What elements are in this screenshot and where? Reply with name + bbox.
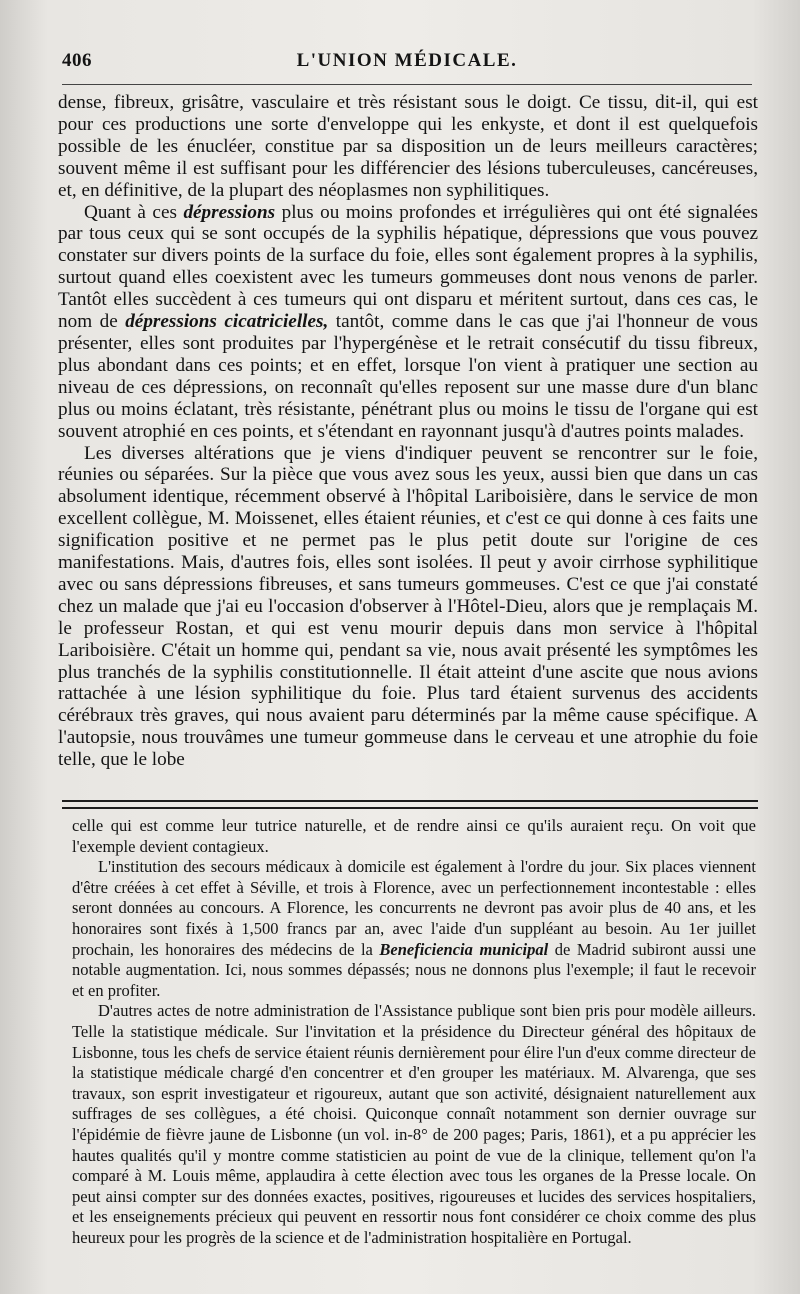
emphasis-beneficiencia: Beneficiencia municipal — [379, 939, 549, 959]
section-double-rule — [62, 800, 758, 809]
running-head — [62, 44, 752, 78]
note-paragraph-1: celle qui est comme leur tutrice naturelle, et de rendre ainsi ce qu'ils auraient reçu. On voit que l'exemple devient contagieux. — [72, 816, 756, 856]
paragraph-2-text-a: Quant à ces — [84, 201, 184, 223]
paragraph-2-text-b: plus ou moins profondes et irrégulières qui ont été signalées par tous ceux qui se sont occupés de la syphilis hépatique, dépressions que vous pouvez constater sur divers points de la surface du foie, elles sont également propres à la syphilis, surtout quand elles coexistent avec les tumeurs gommeuses dont nous venons de parler. Tantôt elles succèdent à ces tumeurs qui ont disparu et méritent surtout, dans ces cas, le nom de — [58, 201, 758, 333]
header-rule — [62, 84, 752, 85]
feuilleton-text — [72, 816, 756, 1248]
emphasis-depressions-cicatricielles: dépressions cicatricielles, — [125, 311, 329, 333]
paragraph-1: dense, fibreux, grisâtre, vasculaire et très résistant sous le doigt. Ce tissu, dit-il, qui est pour ces productions une sorte d'enveloppe qui les enkyste, et dont il est quelquefois possible de les énucléer, constitue par sa disposition un de leurs meilleurs caractères; souvent même il est suffisant pour les différencier des lésions tuberculeuses, cancéreuses, et, en définitive, de la plupart des néoplasmes non syphilitiques. — [58, 92, 758, 201]
paragraph-3: Les diverses altérations que je viens d'indiquer peuvent se rencontrer sur le foie, réunies ou séparées. Sur la pièce que vous avez sous les yeux, aussi bien que dans un cas absolument identique, récemment observé à l'hôpital Lariboisière, dans le service de mon excellent collègue, M. Moissenet, elles étaient réunies, et c'est ce qui donne à ces faits une signification positive et ne permet pas le plus petit doute sur l'origine de ces manifestations. Mais, d'autres fois, elles sont isolées. Il peut y avoir cirrhose syphilitique avec ou sans dépressions fibreuses, et sans tumeurs gommeuses. C'est ce que j'ai constaté chez un malade que j'ai eu l'occasion d'observer à l'Hôtel-Dieu, alors que je remplaçais M. le professeur Rostan, et qui est venu mourir depuis dans mon service à l'hôpital Lariboisière. C'était un homme qui, pendant sa vie, nous avait présenté les symptômes les plus tranchés de la syphilis constitutionnelle. Il était atteint d'une ascite que nous avions rattachée à une lésion syphilitique du foie. Plus tard étaient survenus des accidents cérébraux très graves, qui nous avaient paru déterminés par la même cause spécifique. A l'autopsie, nous trouvâmes une tumeur gommeuse dans le cerveau et une atrophie du foie telle, que le lobe — [58, 442, 758, 771]
note-paragraph-2 — [72, 857, 756, 1001]
emphasis-depressions: dépressions — [183, 201, 276, 223]
note-paragraph-2-text-b: de Madrid subiront aussi une notable augmentation. Ici, nous sommes dépassés; nous ne donnons plus l'exemple; il faut le recevoir et en profiter. — [72, 939, 756, 1000]
main-text — [58, 92, 758, 771]
note-paragraph-2-text-a: L'institution des secours médicaux à domicile est également à l'ordre du jour. Six places viennent d'être créées à cet effet à Séville, et trois à Florence, avec un perfectionnement incontestable : elles seront données au concours. A Florence, les concurrents ne devront pas avoir plus de 40 ans, et les honoraires sont fixés à 1,500 francs par an, avec l'aide d'un suppléant au besoin. Au 1er juillet prochain, les honoraires des médecins de la — [72, 857, 756, 959]
journal-title: L'UNION MÉDICALE. — [296, 50, 518, 71]
note-paragraph-3: D'autres actes de notre administration de l'Assistance publique sont bien pris pour modèle ailleurs. Telle la statistique médicale. Sur l'invitation et la présidence du Directeur général des hôpitaux de Lisbonne, tous les chefs de service étaient réunis dernièrement pour élire l'un d'eux comme directeur de la statistique médicale chargé d'en concentrer et d'en grouper les matériaux. M. Alvarenga, que ses travaux, son esprit investigateur et rigoureux, autant que son activité, désignaient naturellement aux suffrages de ses collègues, a été choisi. Quiconque connaît notamment son dernier ouvrage sur l'épidémie de fièvre jaune de Lisbonne (un vol. in-8° de 200 pages; Paris, 1861), et a pu apprécier les hautes qualités qu'il y montre comme statisticien au point de vue de la clinique, tellement qu'on l'a comparé à M. Louis même, applaudira à cette élection avec tous les organes de la Presse locale. On peut ainsi compter sur des données exactes, positives, rigoureuses et lucides des services hospitaliers, et les enseignements précieux qui peuvent en ressortir nous font considérer ce choix comme des plus heureux pour les progrès de la science et de l'administration hospitalière en Portugal. — [72, 1001, 756, 1247]
paragraph-2-text-c: tantôt, comme dans le cas que j'ai l'honneur de vous présenter, elles sont produites par l'hypergénèse et le retrait consécutif du tissu fibreux, plus abondant dans ces points; et en effet, lorsque l'on vient à pratiquer une section au niveau de ces dépressions, on reconnaît qu'elles reposent sur une masse dure d'un blanc plus ou moins éclatant, très résistante, pénétrant plus ou moins le tissu de l'organe qui est souvent atrophié en ces points, et s'étendant en rayonnant jusqu'à d'autres points malades. — [58, 311, 758, 442]
paragraph-2 — [58, 202, 758, 443]
page-number: 406 — [62, 50, 92, 71]
